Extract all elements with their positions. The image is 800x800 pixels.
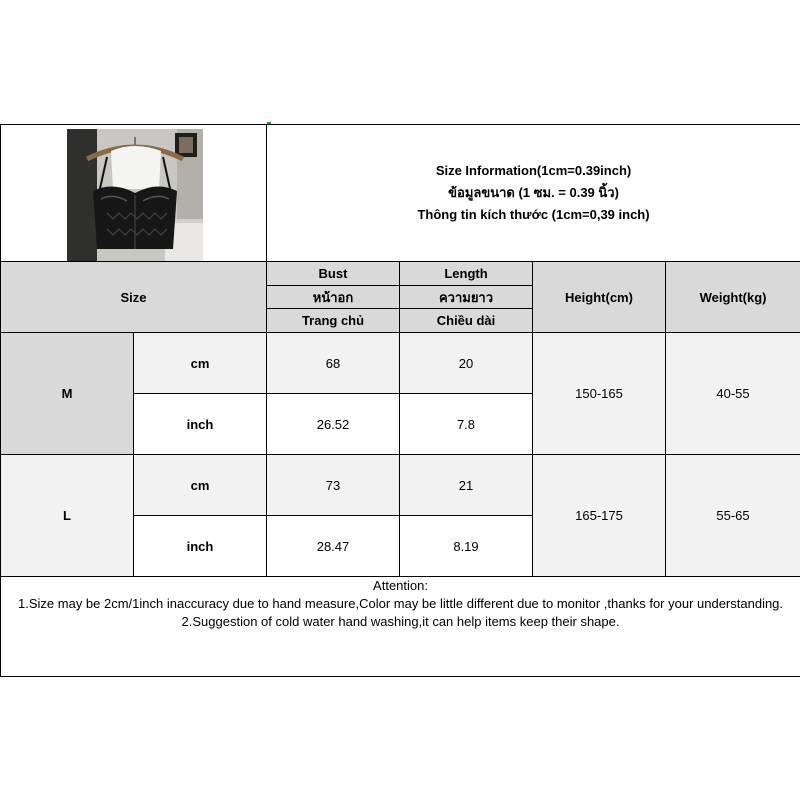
- length-header-vi: Chiều dài: [400, 309, 533, 333]
- size-info-english: Size Information(1cm=0.39inch): [435, 163, 632, 178]
- size-l-weight: 55-65: [666, 455, 800, 577]
- size-l-unit-cm: cm: [134, 455, 267, 516]
- bust-header-en: Bust: [267, 262, 400, 286]
- size-m-unit-inch: inch: [134, 394, 267, 455]
- size-m-unit-cm: cm: [134, 333, 267, 394]
- size-m-bust-inch: 26.52: [267, 394, 400, 455]
- height-header: Height(cm): [533, 262, 666, 333]
- product-photo-cell: [1, 125, 267, 262]
- size-l-bust-inch: 28.47: [267, 516, 400, 577]
- size-m-height: 150-165: [533, 333, 666, 455]
- bust-header-vi: Trang chủ: [267, 309, 400, 333]
- size-m-length-cm: 20: [400, 333, 533, 394]
- size-l-length-inch: 8.19: [400, 516, 533, 577]
- length-header-en: Length: [400, 262, 533, 286]
- size-l-unit-inch: inch: [134, 516, 267, 577]
- size-header: Size: [1, 262, 267, 333]
- size-m-bust-cm: 68: [267, 333, 400, 394]
- size-chart: [0, 124, 800, 677]
- size-information-heading: [267, 125, 800, 262]
- attention-line-2: 2.Suggestion of cold water hand washing,it can help items keep their shape.: [181, 614, 620, 629]
- product-photo: [67, 129, 203, 261]
- size-table: [0, 124, 800, 677]
- size-info-vietnamese: Thông tin kích thước (1cm=0,39 inch): [417, 207, 650, 222]
- size-l-height: 165-175: [533, 455, 666, 577]
- attention-line-1: 1.Size may be 2cm/1inch inaccuracy due to hand measure,Color may be little different due to monitor ,thanks for your understanding.: [18, 596, 784, 611]
- size-l-bust-cm: 73: [267, 455, 400, 516]
- size-m-weight: 40-55: [666, 333, 800, 455]
- bust-header-th: หน้าอก: [267, 286, 400, 309]
- size-l-label: L: [1, 455, 134, 577]
- length-header-th: ความยาว: [400, 286, 533, 309]
- size-info-thai: ข้อมูลขนาด (1 ซม. = 0.39 นิ้ว): [448, 185, 619, 200]
- attention-title: Attention:: [373, 578, 428, 593]
- size-l-length-cm: 21: [400, 455, 533, 516]
- camisole-on-hanger-image: [67, 129, 203, 261]
- attention-note: [1, 577, 800, 677]
- size-m-label: M: [1, 333, 134, 455]
- size-m-length-inch: 7.8: [400, 394, 533, 455]
- weight-header: Weight(kg): [666, 262, 800, 333]
